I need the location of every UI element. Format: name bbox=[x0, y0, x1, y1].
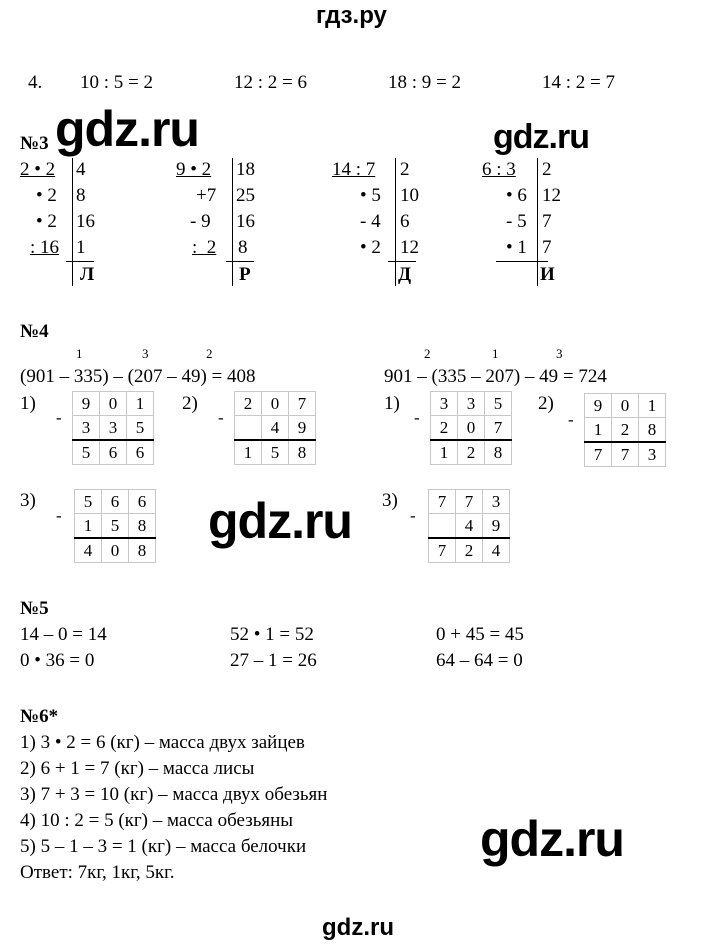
watermark: gdz.ru bbox=[480, 811, 624, 867]
column-subtraction bbox=[430, 391, 512, 465]
answer: Ответ: 7кг, 1кг, 5кг. bbox=[20, 862, 175, 883]
chain-op: : 2 bbox=[192, 237, 217, 258]
step-label: 3) bbox=[20, 490, 36, 511]
digit-cell: 8 bbox=[129, 514, 156, 539]
chain-value: 4 bbox=[76, 159, 86, 180]
digit-cell: 7 bbox=[456, 490, 483, 514]
minus-sign: - bbox=[218, 408, 224, 427]
chain-value: 16 bbox=[76, 211, 95, 232]
equation: 0 + 45 = 45 bbox=[436, 624, 524, 645]
chain-value: 1 bbox=[76, 237, 86, 258]
digit-cell: 5 bbox=[102, 514, 129, 539]
step-label: 1) bbox=[20, 393, 36, 414]
column-subtraction bbox=[428, 489, 510, 563]
solution-line: 5) 5 – 1 – 3 = 1 (кг) – масса белочки bbox=[20, 836, 307, 857]
chain-letter: И bbox=[540, 264, 555, 285]
digit-cell: 8 bbox=[485, 440, 512, 465]
order-mark: 2 bbox=[206, 346, 213, 361]
order-mark: 1 bbox=[76, 346, 83, 361]
digit-cell: 0 bbox=[100, 392, 127, 416]
digit-cell: 7 bbox=[289, 392, 316, 416]
equation: 14 – 0 = 14 bbox=[20, 624, 107, 645]
digit-cell: 1 bbox=[585, 418, 612, 443]
digit-cell: 2 bbox=[458, 440, 485, 465]
chain-start: 9 • 2 bbox=[176, 159, 212, 180]
chain-value: 16 bbox=[236, 211, 255, 232]
minus-sign: - bbox=[56, 408, 62, 427]
digit-cell: 3 bbox=[483, 490, 510, 514]
digit-cell: 7 bbox=[485, 416, 512, 441]
chain-value: 2 bbox=[400, 159, 410, 180]
chain-value: 7 bbox=[542, 211, 552, 232]
chain-op: • 5 bbox=[360, 185, 381, 206]
chain-op: • 2 bbox=[36, 185, 57, 206]
order-mark: 3 bbox=[142, 346, 149, 361]
chain-letter: Д bbox=[398, 264, 412, 285]
step-label: 1) bbox=[384, 393, 400, 414]
step-label: 3) bbox=[382, 490, 398, 511]
digit-cell: 5 bbox=[127, 416, 154, 441]
column-subtraction bbox=[72, 391, 154, 465]
digit-cell: 7 bbox=[612, 442, 639, 467]
digit-cell bbox=[429, 514, 456, 539]
task-number: 4. bbox=[28, 72, 43, 93]
digit-cell: 3 bbox=[100, 416, 127, 441]
minus-sign: - bbox=[568, 410, 574, 429]
section-heading: №4 bbox=[20, 321, 49, 342]
section-heading: №3 bbox=[20, 133, 49, 154]
chain-letter: Л bbox=[80, 264, 95, 285]
digit-cell: 0 bbox=[262, 392, 289, 416]
digit-cell: 2 bbox=[235, 392, 262, 416]
chain-op: +7 bbox=[196, 185, 217, 206]
digit-cell: 8 bbox=[129, 538, 156, 563]
digit-cell: 2 bbox=[431, 416, 458, 441]
chain-value: 12 bbox=[542, 185, 561, 206]
order-mark: 2 bbox=[424, 346, 431, 361]
chain-value: 6 bbox=[400, 211, 410, 232]
equation: 12 : 2 = 6 bbox=[234, 72, 307, 93]
section-heading: №5 bbox=[20, 598, 49, 619]
minus-sign: - bbox=[410, 506, 416, 525]
digit-cell: 4 bbox=[456, 514, 483, 539]
digit-cell: 9 bbox=[289, 416, 316, 441]
digit-cell: 2 bbox=[612, 418, 639, 443]
section-heading: №6* bbox=[20, 706, 59, 727]
minus-sign: - bbox=[56, 506, 62, 525]
digit-cell: 1 bbox=[639, 394, 666, 418]
digit-cell: 3 bbox=[431, 392, 458, 416]
chain-op: - 5 bbox=[506, 211, 527, 232]
equation: 10 : 5 = 2 bbox=[80, 72, 153, 93]
chain-value: 8 bbox=[76, 185, 86, 206]
digit-cell: 6 bbox=[100, 440, 127, 465]
equation: 64 – 64 = 0 bbox=[436, 650, 523, 671]
order-mark: 3 bbox=[556, 346, 563, 361]
equation: 18 : 9 = 2 bbox=[388, 72, 461, 93]
column-subtraction bbox=[74, 489, 156, 563]
column-subtraction bbox=[234, 391, 316, 465]
chain-start: 14 : 7 bbox=[332, 159, 376, 180]
chain-op: • 2 bbox=[360, 237, 381, 258]
digit-cell: 9 bbox=[483, 514, 510, 539]
chain-op: • 6 bbox=[506, 185, 527, 206]
chain-op: • 1 bbox=[506, 237, 527, 258]
digit-cell: 6 bbox=[127, 440, 154, 465]
step-label: 2) bbox=[182, 393, 198, 414]
watermark: gdz.ru bbox=[55, 101, 199, 157]
digit-cell: 6 bbox=[102, 490, 129, 514]
chain-op: : 16 bbox=[30, 237, 60, 258]
chain-value: 2 bbox=[542, 159, 552, 180]
digit-cell: 4 bbox=[483, 538, 510, 563]
chain-op: - 9 bbox=[190, 211, 211, 232]
digit-cell: 2 bbox=[456, 538, 483, 563]
watermark: gdz.ru bbox=[208, 493, 352, 549]
solution-line: 1) 3 • 2 = 6 (кг) – масса двух зайцев bbox=[20, 732, 305, 753]
solution-line: 4) 10 : 2 = 5 (кг) – масса обезьяны bbox=[20, 810, 294, 831]
digit-cell: 3 bbox=[639, 442, 666, 467]
chain-value: 18 bbox=[236, 159, 255, 180]
digit-cell: 4 bbox=[75, 538, 102, 563]
footer-site-logo: gdz.ru bbox=[322, 914, 394, 941]
digit-cell: 0 bbox=[612, 394, 639, 418]
chain-value: 12 bbox=[400, 237, 419, 258]
equation: 52 • 1 = 52 bbox=[230, 624, 314, 645]
digit-cell: 1 bbox=[431, 440, 458, 465]
chain-start: 2 • 2 bbox=[20, 159, 56, 180]
expression: (901 – 335) – (207 – 49) = 408 bbox=[20, 366, 256, 387]
watermark: gdz.ru bbox=[493, 118, 589, 156]
solution-line: 3) 7 + 3 = 10 (кг) – масса двух обезьян bbox=[20, 784, 328, 805]
digit-cell: 1 bbox=[235, 440, 262, 465]
minus-sign: - bbox=[414, 408, 420, 427]
digit-cell: 8 bbox=[639, 418, 666, 443]
chain-op: • 2 bbox=[36, 211, 57, 232]
chain-letter: Р bbox=[239, 264, 251, 285]
header-site-logo: гдз.ру bbox=[316, 2, 387, 29]
solution-line: 2) 6 + 1 = 7 (кг) – масса лисы bbox=[20, 758, 255, 779]
order-mark: 1 bbox=[492, 346, 499, 361]
digit-cell: 9 bbox=[585, 394, 612, 418]
digit-cell: 4 bbox=[262, 416, 289, 441]
chain-op: - 4 bbox=[360, 211, 381, 232]
digit-cell: 8 bbox=[289, 440, 316, 465]
chain-start: 6 : 3 bbox=[482, 159, 516, 180]
digit-cell: 5 bbox=[485, 392, 512, 416]
step-label: 2) bbox=[538, 393, 554, 414]
digit-cell: 3 bbox=[73, 416, 100, 441]
equation: 14 : 2 = 7 bbox=[542, 72, 615, 93]
chain-value: 25 bbox=[236, 185, 255, 206]
digit-cell: 1 bbox=[75, 514, 102, 539]
digit-cell: 6 bbox=[129, 490, 156, 514]
digit-cell: 3 bbox=[458, 392, 485, 416]
digit-cell: 7 bbox=[585, 442, 612, 467]
chain-value: 7 bbox=[542, 237, 552, 258]
digit-cell: 5 bbox=[73, 440, 100, 465]
chain-value: 10 bbox=[400, 185, 419, 206]
digit-cell bbox=[235, 416, 262, 441]
column-subtraction bbox=[584, 393, 666, 467]
digit-cell: 7 bbox=[429, 538, 456, 563]
digit-cell: 0 bbox=[458, 416, 485, 441]
digit-cell: 7 bbox=[429, 490, 456, 514]
equation: 0 • 36 = 0 bbox=[20, 650, 95, 671]
digit-cell: 0 bbox=[102, 538, 129, 563]
digit-cell: 9 bbox=[73, 392, 100, 416]
digit-cell: 5 bbox=[75, 490, 102, 514]
chain-value: 8 bbox=[238, 237, 248, 258]
equation: 27 – 1 = 26 bbox=[230, 650, 317, 671]
expression: 901 – (335 – 207) – 49 = 724 bbox=[384, 366, 607, 387]
digit-cell: 1 bbox=[127, 392, 154, 416]
digit-cell: 5 bbox=[262, 440, 289, 465]
